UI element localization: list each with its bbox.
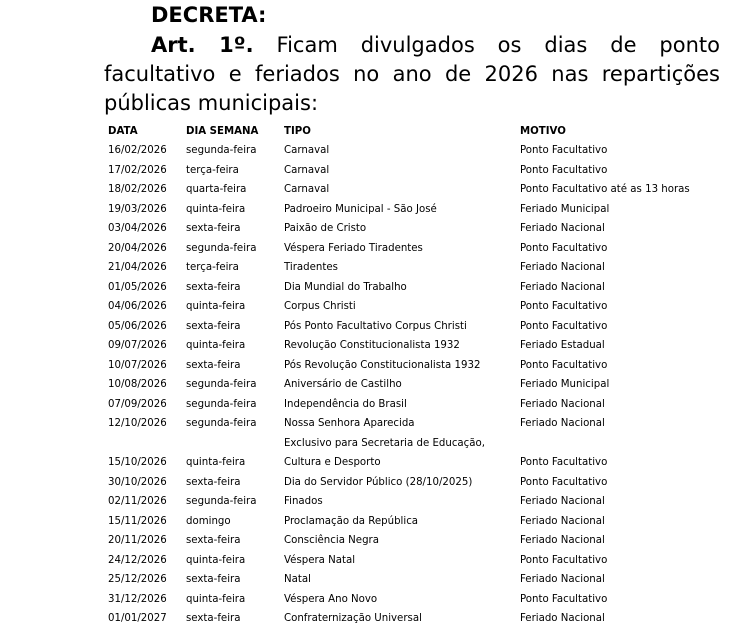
cell-motive: Ponto Facultativo xyxy=(520,359,608,371)
cell-type: Independência do Brasil xyxy=(284,398,407,410)
cell-date: 31/12/2026 xyxy=(108,593,167,605)
cell-type: Confraternização Universal xyxy=(284,613,422,625)
cell-motive: Ponto Facultativo xyxy=(520,301,608,313)
table-row xyxy=(104,609,724,629)
cell-weekday: sexta-feira xyxy=(186,535,241,547)
cell-type: Dia do Servidor Público (28/10/2025) xyxy=(284,476,473,488)
table-row xyxy=(104,297,724,317)
header-motive: MOTIVO xyxy=(520,125,566,137)
cell-motive: Feriado Municipal xyxy=(520,379,610,391)
cell-type: Revolução Constitucionalista 1932 xyxy=(284,340,460,352)
article-paragraph xyxy=(104,31,720,118)
cell-type: Aniversário de Castilho xyxy=(284,379,402,391)
table-row xyxy=(104,375,724,395)
cell-weekday: segunda-feira xyxy=(186,398,257,410)
cell-motive: Ponto Facultativo xyxy=(520,320,608,332)
cell-weekday: quarta-feira xyxy=(186,184,247,196)
cell-date xyxy=(104,434,182,454)
cell-motive: Feriado Nacional xyxy=(520,613,605,625)
header-weekday: DIA SEMANA xyxy=(186,125,259,137)
table-row xyxy=(104,512,724,532)
cell-motive: Feriado Nacional xyxy=(520,223,605,235)
cell-date: 20/11/2026 xyxy=(108,535,167,547)
table-row xyxy=(104,473,724,493)
cell-date: 15/11/2026 xyxy=(108,515,167,527)
table-row xyxy=(104,356,724,376)
cell-motive: Feriado Nacional xyxy=(520,535,605,547)
cell-motive: Ponto Facultativo xyxy=(520,593,608,605)
table-row xyxy=(104,590,724,610)
table-row xyxy=(104,414,724,434)
cell-weekday: domingo xyxy=(186,515,231,527)
table-row xyxy=(104,278,724,298)
cell-weekday: quinta-feira xyxy=(186,340,246,352)
cell-type: Padroeiro Municipal - São José xyxy=(284,203,437,215)
cell-motive: Feriado Municipal xyxy=(520,203,610,215)
article-text-line-2: e feriados no ano de 2026 nas repartições públicas xyxy=(104,62,720,115)
cell-date: 19/03/2026 xyxy=(108,203,167,215)
table-header-row xyxy=(104,121,724,141)
cell-motive: Ponto Facultativo xyxy=(520,242,608,254)
cell-weekday: sexta-feira xyxy=(186,574,241,586)
cell-weekday: quinta-feira xyxy=(186,457,246,469)
cell-motive: Feriado Nacional xyxy=(520,515,605,527)
cell-motive xyxy=(516,434,724,454)
cell-type: Finados xyxy=(284,496,323,508)
cell-date: 04/06/2026 xyxy=(108,301,167,313)
cell-weekday: segunda-feira xyxy=(186,418,257,430)
cell-date: 17/02/2026 xyxy=(108,164,167,176)
cell-type: Paixão de Cristo xyxy=(284,223,367,235)
cell-weekday: quinta-feira xyxy=(186,301,246,313)
article-label: Art. 1º. xyxy=(151,33,254,57)
cell-weekday: sexta-feira xyxy=(186,223,241,235)
cell-weekday: sexta-feira xyxy=(186,613,241,625)
table-body xyxy=(104,141,724,629)
cell-weekday: sexta-feira xyxy=(186,359,241,371)
cell-date: 07/09/2026 xyxy=(108,398,167,410)
cell-type: Cultura e Desporto xyxy=(284,457,381,469)
cell-date: 01/01/2027 xyxy=(108,613,167,625)
table-row xyxy=(104,180,724,200)
cell-weekday: quinta-feira xyxy=(186,203,246,215)
cell-type: Véspera Feriado Tiradentes xyxy=(284,242,423,254)
cell-type: Dia Mundial do Trabalho xyxy=(284,281,407,293)
cell-type: Carnaval xyxy=(284,184,330,196)
table-row xyxy=(104,531,724,551)
cell-type: Véspera Natal xyxy=(284,554,356,566)
holidays-table xyxy=(104,121,724,629)
header-type: TIPO xyxy=(284,125,311,137)
cell-weekday: segunda-feira xyxy=(186,379,257,391)
decree-heading: DECRETA: xyxy=(151,3,267,27)
cell-type: Nossa Senhora Aparecida xyxy=(284,418,415,430)
article-text-line-3: municipais: xyxy=(197,91,319,115)
cell-type: Exclusivo para Secretaria de Educação, xyxy=(284,437,485,449)
cell-weekday: terça-feira xyxy=(186,262,239,274)
table-row xyxy=(104,161,724,181)
cell-date: 10/08/2026 xyxy=(108,379,167,391)
cell-date: 18/02/2026 xyxy=(108,184,167,196)
cell-type: Pós Ponto Facultativo Corpus Christi xyxy=(284,320,467,332)
cell-date: 10/07/2026 xyxy=(108,359,167,371)
article-text-line-1: Ficam divulgados os dias de ponto facultativo xyxy=(104,33,720,86)
cell-motive: Ponto Facultativo xyxy=(520,476,608,488)
cell-motive: Ponto Facultativo até as 13 horas xyxy=(520,184,690,196)
table-row xyxy=(104,239,724,259)
cell-weekday xyxy=(182,434,280,454)
table-row xyxy=(104,317,724,337)
cell-motive: Feriado Estadual xyxy=(520,340,605,352)
cell-motive: Ponto Facultativo xyxy=(520,164,608,176)
cell-date: 25/12/2026 xyxy=(108,574,167,586)
cell-date: 21/04/2026 xyxy=(108,262,167,274)
table-row xyxy=(104,141,724,161)
cell-motive: Feriado Nacional xyxy=(520,398,605,410)
cell-motive: Feriado Nacional xyxy=(520,574,605,586)
cell-type: Corpus Christi xyxy=(284,301,356,313)
table-row xyxy=(104,200,724,220)
table-row xyxy=(104,453,724,473)
cell-weekday: sexta-feira xyxy=(186,281,241,293)
cell-type: Natal xyxy=(284,574,311,586)
cell-date: 16/02/2026 xyxy=(108,145,167,157)
table-row xyxy=(104,219,724,239)
cell-type: Proclamação da República xyxy=(284,515,419,527)
cell-type: Consciência Negra xyxy=(284,535,379,547)
cell-date: 02/11/2026 xyxy=(108,496,167,508)
cell-date: 24/12/2026 xyxy=(108,554,167,566)
cell-type: Pós Revolução Constitucionalista 1932 xyxy=(284,359,481,371)
cell-weekday: segunda-feira xyxy=(186,145,257,157)
cell-motive: Ponto Facultativo xyxy=(520,554,608,566)
cell-type: Tiradentes xyxy=(284,262,338,274)
cell-weekday: quinta-feira xyxy=(186,554,246,566)
cell-motive: Ponto Facultativo xyxy=(520,145,608,157)
cell-weekday: sexta-feira xyxy=(186,476,241,488)
cell-date: 30/10/2026 xyxy=(108,476,167,488)
cell-motive: Feriado Nacional xyxy=(520,281,605,293)
cell-date: 15/10/2026 xyxy=(108,457,167,469)
cell-weekday: segunda-feira xyxy=(186,242,257,254)
table-row xyxy=(104,570,724,590)
cell-date: 09/07/2026 xyxy=(108,340,167,352)
cell-date: 01/05/2026 xyxy=(108,281,167,293)
cell-type: Véspera Ano Novo xyxy=(284,593,378,605)
header-date: DATA xyxy=(108,125,138,137)
cell-date: 03/04/2026 xyxy=(108,223,167,235)
cell-type: Carnaval xyxy=(284,164,330,176)
cell-weekday: terça-feira xyxy=(186,164,239,176)
table-row xyxy=(104,395,724,415)
cell-motive: Feriado Nacional xyxy=(520,418,605,430)
cell-motive: Feriado Nacional xyxy=(520,262,605,274)
table-row xyxy=(104,551,724,571)
cell-date: 12/10/2026 xyxy=(108,418,167,430)
cell-weekday: sexta-feira xyxy=(186,320,241,332)
cell-motive: Ponto Facultativo xyxy=(520,457,608,469)
cell-weekday: quinta-feira xyxy=(186,593,246,605)
cell-weekday: segunda-feira xyxy=(186,496,257,508)
table-row xyxy=(104,336,724,356)
table-row xyxy=(104,434,724,454)
table-row xyxy=(104,492,724,512)
cell-date: 20/04/2026 xyxy=(108,242,167,254)
cell-type: Carnaval xyxy=(284,145,330,157)
table-row xyxy=(104,258,724,278)
cell-motive: Feriado Nacional xyxy=(520,496,605,508)
cell-date: 05/06/2026 xyxy=(108,320,167,332)
